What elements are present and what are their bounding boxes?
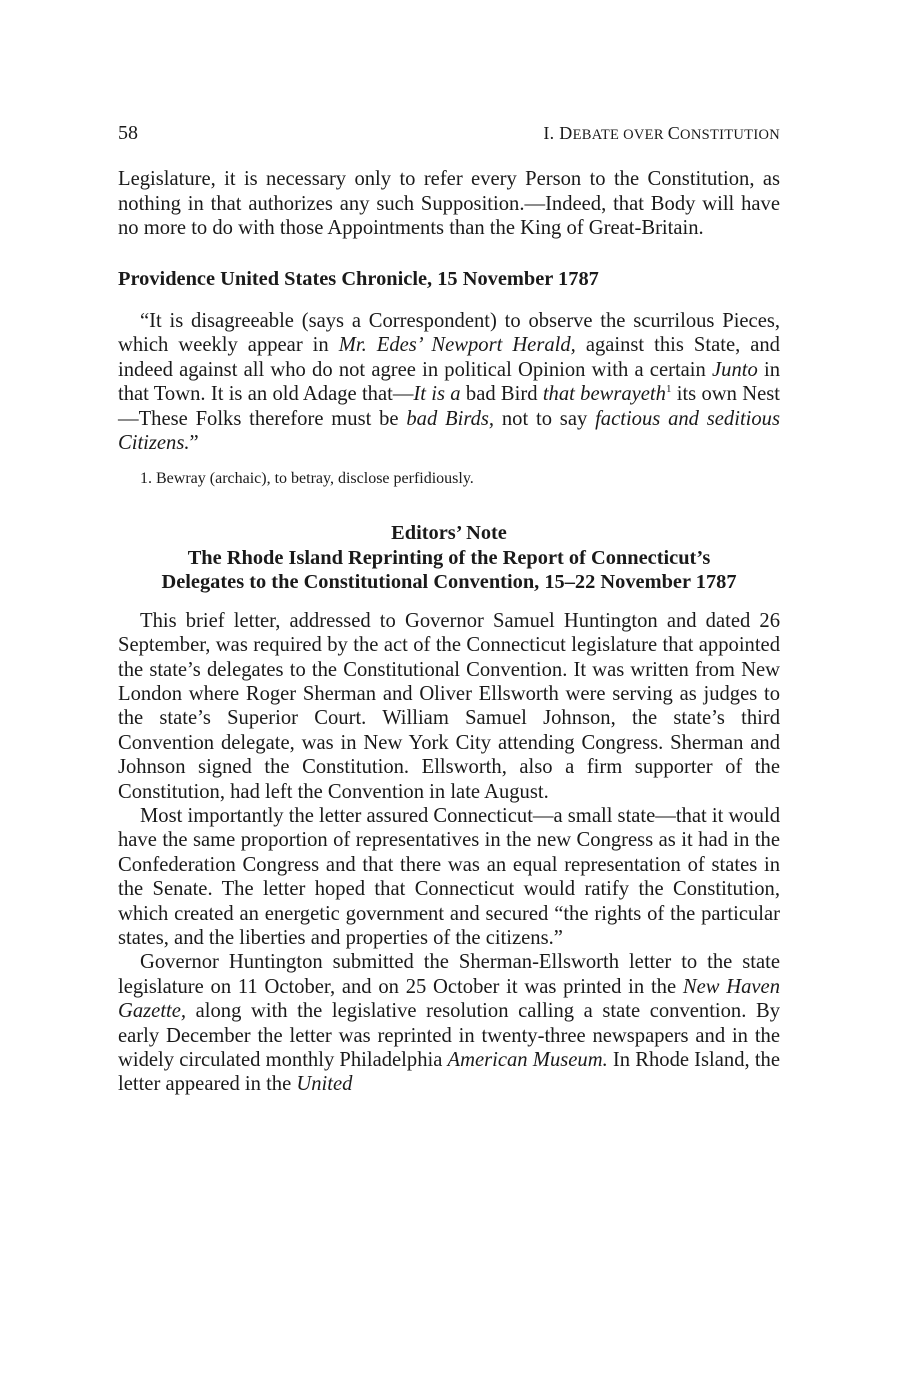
editors-note-title-line2: Delegates to the Constitutional Convention, 15–22 November 1787 [161,571,737,594]
footnote-marker: 1 [665,383,672,396]
editors-note-heading [118,521,780,594]
page-number: 58 [118,122,138,144]
editors-note-paragraph-3: Governor Huntington submitted the Sherman-Ellsworth letter to the state legislature on 11 October, and on 25 October it was printed in the New Haven Gazette, along with the legislative resolution calling a state convention. By early December the letter was reprinted in twenty-three newspapers and in the widely circulated monthly Philadelphia American Museum. In Rhode Island, the letter appeared in the United [118,951,780,1096]
editors-note-label: Editors’ Note [391,522,507,545]
footnote: 1. Bewray (archaic), to betray, disclose perfidiously. [140,470,474,488]
editors-note-paragraph-2: Most importantly the letter assured Connecticut—a small state—that it would have the same proportion of representatives in the new Congress as it had in the Confederation Congress and that there was an equal representation of states in the Senate. The letter hoped that Connecticut would ratify the Constitution, which created an energetic government and secured “the rights of the particular states, and the liberties and properties of the citizens.” [118,804,780,949]
editors-note-title-line1: The Rhode Island Reprinting of the Report of Connecticut’s [187,546,711,569]
section-heading: Providence United States Chronicle, 15 November 1787 [118,267,599,290]
chronicle-quote: “It is disagreeable (says a Correspondent) to observe the scurrilous Pieces, which weekly appear in Mr. Edes’ Newport Herald, against this State, and indeed against all who do not agree in political Opinion with a certain Junto in that Town. It is an old Adage that—It is a bad Bird that bewrayeth$^1$ its own Nest—These Folks therefore must be bad Birds, not to say factious and seditious Citizens.” [118,310,781,455]
intro-paragraph: Legislature, it is necessary only to refer every Person to the Constitution, as nothing in that authorizes any such Supposition.—Indeed, that Body will have no more to do with those Appointments than the King of Great-Britain. [118,168,780,240]
chapter-title: I. DEBATE OVER CONSTITUTION [543,123,780,143]
editors-note-paragraph-1: This brief letter, addressed to Governor Samuel Huntington and dated 26 September, was required by the act of the Connecticut legislature that appointed the state’s delegates to the Constitutional Convention. It was written from New London where Roger Sherman and Oliver Ellsworth were serving as judges to the state’s Superior Court. William Samuel Johnson, the state’s third Convention delegate, was in New York City attending Congress. Sherman and Johnson signed the Constitution. Ellsworth, also a firm supporter of the Constitution, had left the Convention in late August. [118,609,780,803]
running-head [118,121,780,147]
book-page [118,121,780,1097]
